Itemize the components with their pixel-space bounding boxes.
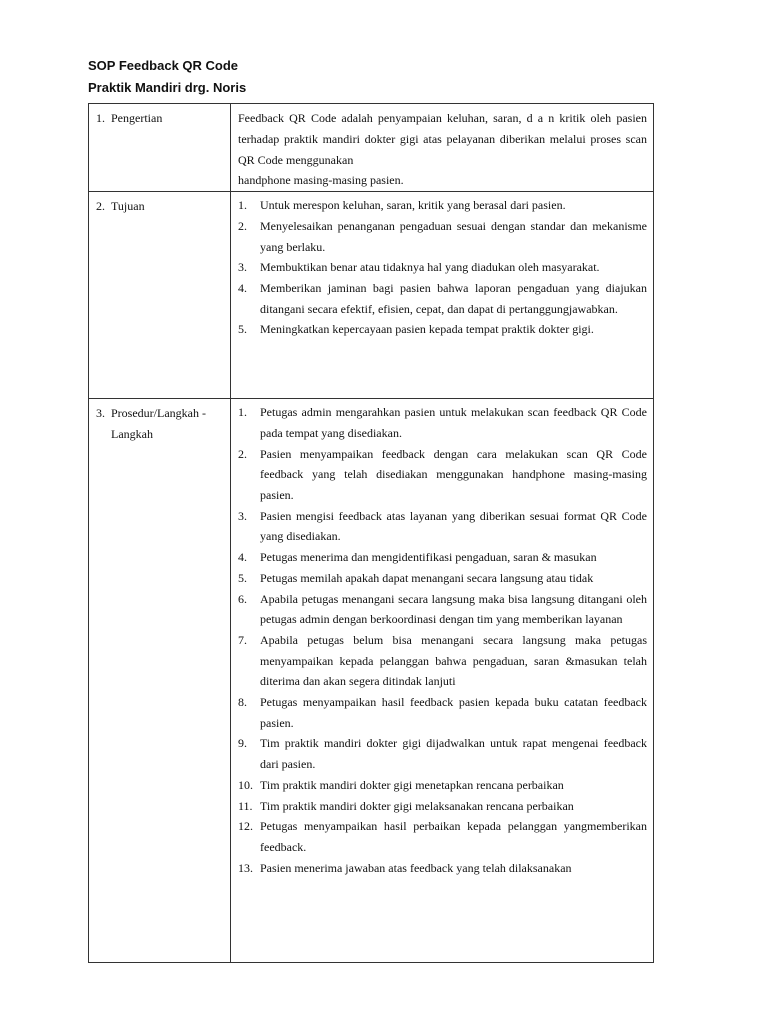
list-item-text: Tim praktik mandiri dokter gigi melaksanakan rencana perbaikan <box>260 798 574 813</box>
list-item-text: Tim praktik mandiri dokter gigi dijadwalkan untuk rapat mengenai feedback dari pasien. <box>260 736 647 772</box>
list-item-text: Apabila petugas belum bisa menangani secara langsung maka petugas menyampaikan kepada pelanggan bahwa pengaduan, saran &masukan telah diterima dan akan segera ditindak lanjuti <box>260 632 647 689</box>
list-item-number: 3. <box>238 260 247 275</box>
list-item-number: 5. <box>238 322 247 337</box>
list-item-number: 3. <box>238 508 247 523</box>
list-item-number: 4. <box>238 550 247 565</box>
list-item-number: 11. <box>238 798 253 813</box>
list-item-number: 13. <box>238 860 253 875</box>
list-item-text: Petugas menyampaikan hasil perbaikan kepada pelanggan yangmemberikan feedback. <box>260 819 647 854</box>
list-item <box>238 796 647 817</box>
label-cell-tujuan <box>89 192 231 399</box>
list-item-number: 7. <box>238 632 247 647</box>
list-item <box>238 775 647 796</box>
list-item-text: Petugas menyampaikan hasil feedback pasien kepada buku catatan feedback pasien. <box>260 695 647 730</box>
label-cell-prosedur <box>89 399 231 963</box>
list-item-text: Apabila petugas menangani secara langsung maka bisa langsung ditangani oleh petugas admin dengan berkoordinasi dengan tim yang memberikan layanan <box>260 591 647 627</box>
list-item-number: 9. <box>238 736 247 751</box>
definition-text-end: handphone masing-masing pasien. <box>238 173 404 188</box>
section-label: Prosedur/Langkah -Langkah <box>111 406 206 442</box>
section-label: Tujuan <box>111 199 145 214</box>
list-item-number: 5. <box>238 570 247 585</box>
list-item <box>238 589 647 630</box>
list-item-number: 10. <box>238 777 253 792</box>
list-item-number: 6. <box>238 591 247 606</box>
list-item-number: 1. <box>238 198 247 213</box>
list-item <box>238 692 647 733</box>
document-title: SOP Feedback QR Code <box>88 58 239 73</box>
list-item-number: 8. <box>238 695 247 710</box>
list-item-text: Memberikan jaminan bagi pasien bahwa laporan pengaduan yang diajukan ditangani secara efektif, efisien, cepat, dan dapat di pertanggungjawabkan. <box>260 281 647 316</box>
list-item-number: 4. <box>238 281 247 295</box>
list-item <box>238 257 647 278</box>
list-item <box>238 733 647 774</box>
list-item <box>238 547 647 568</box>
table-row-pengertian <box>89 104 654 192</box>
label-cell-pengertian <box>89 104 231 192</box>
list-item-text: Petugas menerima dan mengidentifikasi pengaduan, saran & masukan <box>260 550 597 565</box>
list-item <box>238 402 647 443</box>
content-cell-prosedur <box>231 399 654 963</box>
list-item <box>238 444 647 506</box>
section-number: 3. <box>96 406 105 421</box>
table-row-tujuan <box>89 192 654 399</box>
list-item-text: Petugas admin mengarahkan pasien untuk melakukan scan feedback QR Code pada tempat yang disediakan. <box>260 405 647 440</box>
tujuan-list <box>231 192 653 340</box>
list-item <box>238 858 647 879</box>
list-item-number: 12. <box>238 819 253 834</box>
content-cell-tujuan <box>231 192 654 399</box>
list-item-number: 2. <box>238 218 247 233</box>
list-item-number: 1. <box>238 405 247 420</box>
list-item <box>238 816 647 857</box>
table-row-prosedur <box>89 399 654 963</box>
list-item <box>238 506 647 547</box>
list-item-text: Pasien mengisi feedback atas layanan yang diberikan sesuai format QR Code yang disediakan. <box>260 508 647 544</box>
list-item-text: Petugas memilah apakah dapat menangani secara langsung atau tidak <box>260 570 594 585</box>
list-item-number: 2. <box>238 446 247 461</box>
section-number: 2. <box>96 199 105 214</box>
list-item <box>238 568 647 589</box>
list-item-text: Tim praktik mandiri dokter gigi menetapkan rencana perbaikan <box>260 777 564 792</box>
list-item-text: Pasien menerima jawaban atas feedback yang telah dilaksanakan <box>260 860 572 875</box>
sop-table <box>88 103 654 963</box>
document-subtitle: Praktik Mandiri drg. Noris <box>88 80 247 95</box>
list-item <box>238 278 647 319</box>
list-item <box>238 630 647 692</box>
definition-text: Feedback QR Code adalah penyampaian keluhan, saran, d a n kritik oleh pasien terhadap praktik mandiri dokter gigi atas pelayanan diberikan melalui proses scan QR Code menggunakan <box>238 111 647 167</box>
list-item-text: Membuktikan benar atau tidaknya hal yang diadukan oleh masyarakat. <box>260 260 600 275</box>
section-label: Pengertian <box>111 111 163 125</box>
list-item <box>238 216 647 257</box>
section-number: 1. <box>96 111 105 125</box>
list-item-text: Pasien menyampaikan feedback dengan cara melakukan scan QR Code feedback yang telah disediakan menggunakan handphone masing-masing pasien. <box>260 446 647 502</box>
list-item-text: Menyelesaikan penanganan pengaduan sesuai dengan standar dan mekanisme yang berlaku. <box>260 218 647 254</box>
content-cell-pengertian <box>231 104 654 192</box>
prosedur-list <box>231 399 653 878</box>
list-item <box>238 319 647 340</box>
list-item-text: Meningkatkan kepercayaan pasien kepada tempat praktik dokter gigi. <box>260 322 594 337</box>
list-item-text: Untuk merespon keluhan, saran, kritik yang berasal dari pasien. <box>260 198 566 213</box>
list-item <box>238 195 647 216</box>
